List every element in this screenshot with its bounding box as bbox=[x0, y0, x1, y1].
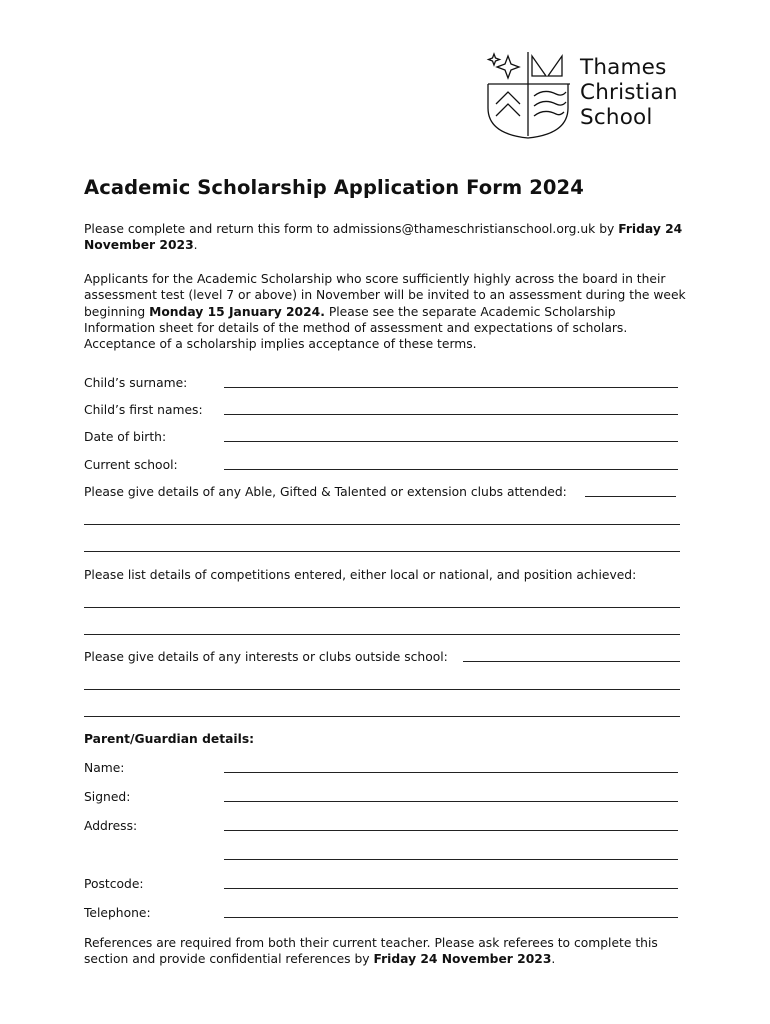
competitions-question-label: Please list details of competitions entered, either local or national, and position achieved: bbox=[84, 568, 637, 582]
intro-deadline: Friday 24 November 2023 bbox=[84, 222, 683, 253]
signature-field[interactable] bbox=[224, 801, 678, 802]
school-name bbox=[580, 55, 678, 130]
school-crest-icon bbox=[484, 48, 574, 140]
interests-answer-line-3[interactable] bbox=[84, 716, 680, 717]
gifted-answer-line-3[interactable] bbox=[84, 551, 680, 552]
school-name-line3: School bbox=[580, 105, 653, 130]
address-row-2 bbox=[84, 847, 684, 863]
current-school-row bbox=[84, 457, 684, 473]
child-surname-field[interactable] bbox=[224, 387, 678, 388]
signed-label: Signed: bbox=[84, 790, 131, 804]
intro-text: Please complete and return this form to admissions@thameschristianschool.org.uk by bbox=[84, 222, 619, 236]
references-end: . bbox=[551, 952, 556, 967]
postcode-field[interactable] bbox=[224, 888, 678, 889]
interests-answer-field[interactable] bbox=[463, 661, 680, 662]
interests-question-label: Please give details of any interests or clubs outside school: bbox=[84, 650, 448, 664]
address-label: Address: bbox=[84, 819, 138, 833]
current-school-field[interactable] bbox=[224, 469, 678, 470]
school-logo bbox=[484, 48, 694, 140]
address-field-line-1[interactable] bbox=[224, 830, 678, 831]
competitions-question-row bbox=[84, 567, 684, 583]
parent-name-field[interactable] bbox=[224, 772, 678, 773]
gifted-answer-line-2[interactable] bbox=[84, 524, 680, 525]
child-first-names-label: Child’s first names: bbox=[84, 403, 203, 417]
intro-paragraph bbox=[84, 221, 689, 254]
gifted-answer-field[interactable] bbox=[585, 496, 676, 497]
intro-end: . bbox=[193, 238, 198, 253]
telephone-row bbox=[84, 905, 684, 921]
competitions-answer-line-2[interactable] bbox=[84, 634, 680, 635]
date-of-birth-field[interactable] bbox=[224, 441, 678, 442]
info-text-1: Applicants for the Academic Scholarship who score sufficiently highly across the board in their assessment test (level 7 or above) in November will be invited to an assessment during the week beginning bbox=[84, 272, 686, 319]
address-row bbox=[84, 818, 684, 834]
telephone-field[interactable] bbox=[224, 917, 678, 918]
info-text-2: Please see the separate Academic Scholarship Information sheet for details of the method of assessment and expectations of scholars. Acceptance of a scholarship implies acceptance of these terms. bbox=[84, 304, 628, 352]
references-deadline: Friday 24 November 2023 bbox=[373, 952, 552, 967]
info-paragraph bbox=[84, 271, 689, 352]
gifted-question-row bbox=[84, 484, 684, 500]
parent-name-row bbox=[84, 760, 684, 776]
interests-answer-line-2[interactable] bbox=[84, 689, 680, 690]
child-first-names-field[interactable] bbox=[224, 414, 678, 415]
child-first-names-row bbox=[84, 402, 684, 418]
telephone-label: Telephone: bbox=[84, 906, 151, 920]
form-title: Academic Scholarship Application Form 2024 bbox=[84, 176, 584, 199]
parent-guardian-heading: Parent/Guardian details: bbox=[84, 732, 255, 746]
current-school-label: Current school: bbox=[84, 458, 178, 472]
interests-question-row bbox=[84, 649, 684, 665]
signed-row bbox=[84, 789, 684, 805]
date-of-birth-row bbox=[84, 429, 684, 445]
child-surname-row bbox=[84, 375, 684, 391]
address-field-line-2[interactable] bbox=[224, 859, 678, 860]
gifted-question-label: Please give details of any Able, Gifted & Talented or extension clubs attended: bbox=[84, 485, 567, 499]
school-name-line1: Thames bbox=[580, 55, 667, 80]
child-surname-label: Child’s surname: bbox=[84, 376, 188, 390]
date-of-birth-label: Date of birth: bbox=[84, 430, 167, 444]
postcode-row bbox=[84, 876, 684, 892]
references-text: References are required from both their current teacher. Please ask referees to complete this section and provide confidential references by bbox=[84, 936, 658, 967]
parent-name-label: Name: bbox=[84, 761, 125, 775]
info-assessment-date: Monday 15 January 2024. bbox=[149, 304, 325, 319]
competitions-answer-line-1[interactable] bbox=[84, 607, 680, 608]
postcode-label: Postcode: bbox=[84, 877, 144, 891]
school-name-line2: Christian bbox=[580, 80, 678, 105]
references-paragraph bbox=[84, 935, 689, 968]
